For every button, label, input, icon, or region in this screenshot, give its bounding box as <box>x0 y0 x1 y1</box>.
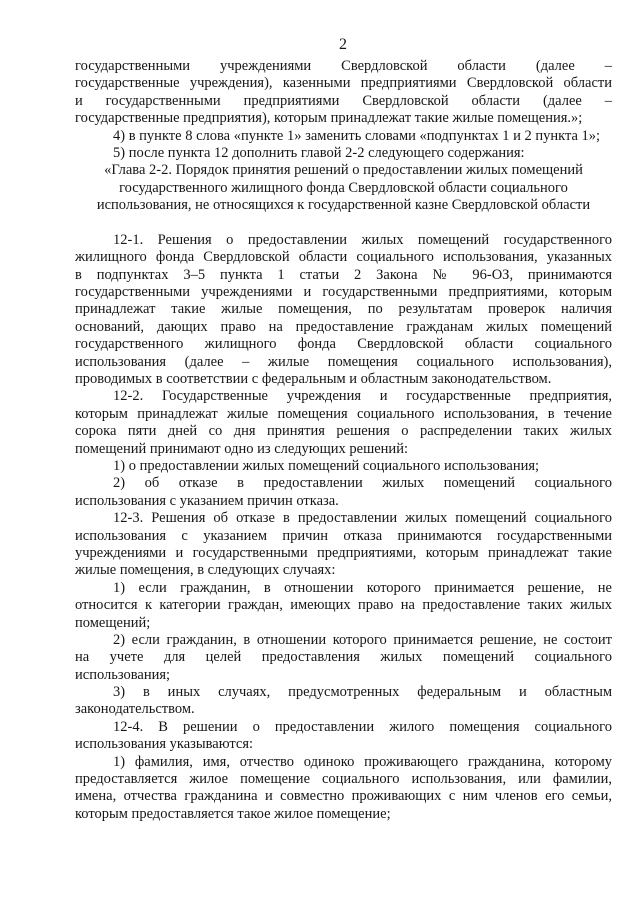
paragraph <box>75 145 612 162</box>
text-line: 12-3. Решения об отказе в предоставлении жилых помещений социального <box>113 510 612 527</box>
text-line: 12-1. Решения о предоставлении жилых помещений государственного <box>113 231 612 248</box>
text-line: 2) если гражданин, в отношении которого принимается решение, не состоит <box>113 631 612 648</box>
text-line: оснований, дающих право на предоставление гражданам жилых помещений <box>75 318 612 335</box>
chapter-heading <box>75 162 612 214</box>
text-line: проводимых в соответствии с федеральным и областным законодательством. <box>75 371 552 388</box>
text-line: «Глава 2-2. Порядок принятия решений о предоставлении жилых помещений <box>104 162 583 179</box>
text-line: государственного жилищного фонда Свердловской области социального <box>119 179 568 196</box>
paragraph <box>75 754 612 824</box>
text-line: государственного жилищного фонда Свердловской области социального <box>75 336 612 353</box>
text-line: принадлежат такие жилые помещения, по результатам проверок наличия <box>75 301 612 318</box>
text-line: использования (далее – жилые помещения социального использования), <box>75 353 612 370</box>
text-line: помещений принимают одно из следующих решений: <box>75 440 408 457</box>
text-line: имена, отчества гражданина и совместно проживающих с ним членов его семьи, <box>75 788 612 805</box>
text-line: законодательством. <box>75 701 195 718</box>
text-line: 1) о предоставлении жилых помещений социального использования; <box>113 457 540 474</box>
text-line: жилые помещения, в следующих случаях: <box>75 562 336 579</box>
text-line: государственные учреждения), казенными предприятиями Свердловской области <box>75 75 612 92</box>
text-line: 5) после пункта 12 дополнить главой 2-2 следующего содержания: <box>113 144 525 161</box>
text-line: которым принадлежат жилые помещения социального использования, в течение <box>75 405 612 422</box>
text-line: 3) в иных случаях, предусмотренных федеральным и областным <box>113 684 612 701</box>
text-line: жилищного фонда Свердловской области социального использования, указанных <box>75 249 612 266</box>
text-line: которым предоставляется такое жилое помещение; <box>75 805 391 822</box>
paragraph <box>75 58 612 128</box>
text-line: 12-2. Государственные учреждения и государственные предприятия, <box>113 388 612 405</box>
text-line: 12-4. В решении о предоставлении жилого помещения социального <box>113 718 612 735</box>
text-line: сорока пяти дней со дня принятия решения о распределении таких жилых <box>75 423 612 440</box>
text-line: использования, не относящихся к государственной казне Свердловской области <box>96 197 591 214</box>
text-line: в подпунктах 3–5 пункта 1 статьи 2 Закона № 96-ОЗ, принимаются <box>75 266 612 283</box>
text-line: относится к категории граждан, имеющих право на предоставление таких жилых <box>75 597 612 614</box>
text-line: использования; <box>75 666 171 683</box>
paragraph <box>75 388 612 458</box>
text-line: 2) об отказе в предоставлении жилых помещений социального <box>113 475 612 492</box>
text-line: помещений; <box>75 614 151 631</box>
document-body <box>75 58 612 823</box>
paragraph <box>75 232 612 389</box>
paragraph <box>75 719 612 754</box>
paragraph <box>75 458 612 475</box>
paragraph <box>75 632 612 684</box>
text-line: и государственными предприятиями Свердловской области (далее – <box>75 92 612 109</box>
text-line: использования с указанием причин отказа. <box>75 492 339 509</box>
text-line: государственные предприятия), которым принадлежат такие жилые помещения.»; <box>75 110 583 127</box>
text-line: 4) в пункте 8 слова «пункте 1» заменить словами «подпунктах 1 и 2 пункта 1»; <box>113 127 601 144</box>
text-line: государственными учреждениями Свердловской области (далее – <box>75 58 612 74</box>
paragraph <box>75 475 612 510</box>
text-line: государственными учреждениями и государственными предприятиями, которым <box>75 284 612 301</box>
paragraph <box>75 684 612 719</box>
paragraph <box>75 580 612 632</box>
text-line: учреждениями и государственными предприятиями, которым принадлежат такие <box>75 544 612 561</box>
text-line: 1) если гражданин, в отношении которого принимается решение, не <box>113 579 612 596</box>
text-line: использования с указанием причин отказа принимаются государственными <box>75 527 612 544</box>
text-line: использования указываются: <box>75 736 254 753</box>
text-line: предоставляется жилое помещение социального использования, или фамилии, <box>75 771 612 788</box>
page-number: 2 <box>339 36 347 53</box>
text-line: на учете для целей предоставления жилых помещений социального <box>75 649 612 666</box>
paragraph <box>75 510 612 580</box>
paragraph <box>75 128 612 145</box>
text-line: 1) фамилия, имя, отчество одиноко проживающего гражданина, которому <box>113 753 612 770</box>
